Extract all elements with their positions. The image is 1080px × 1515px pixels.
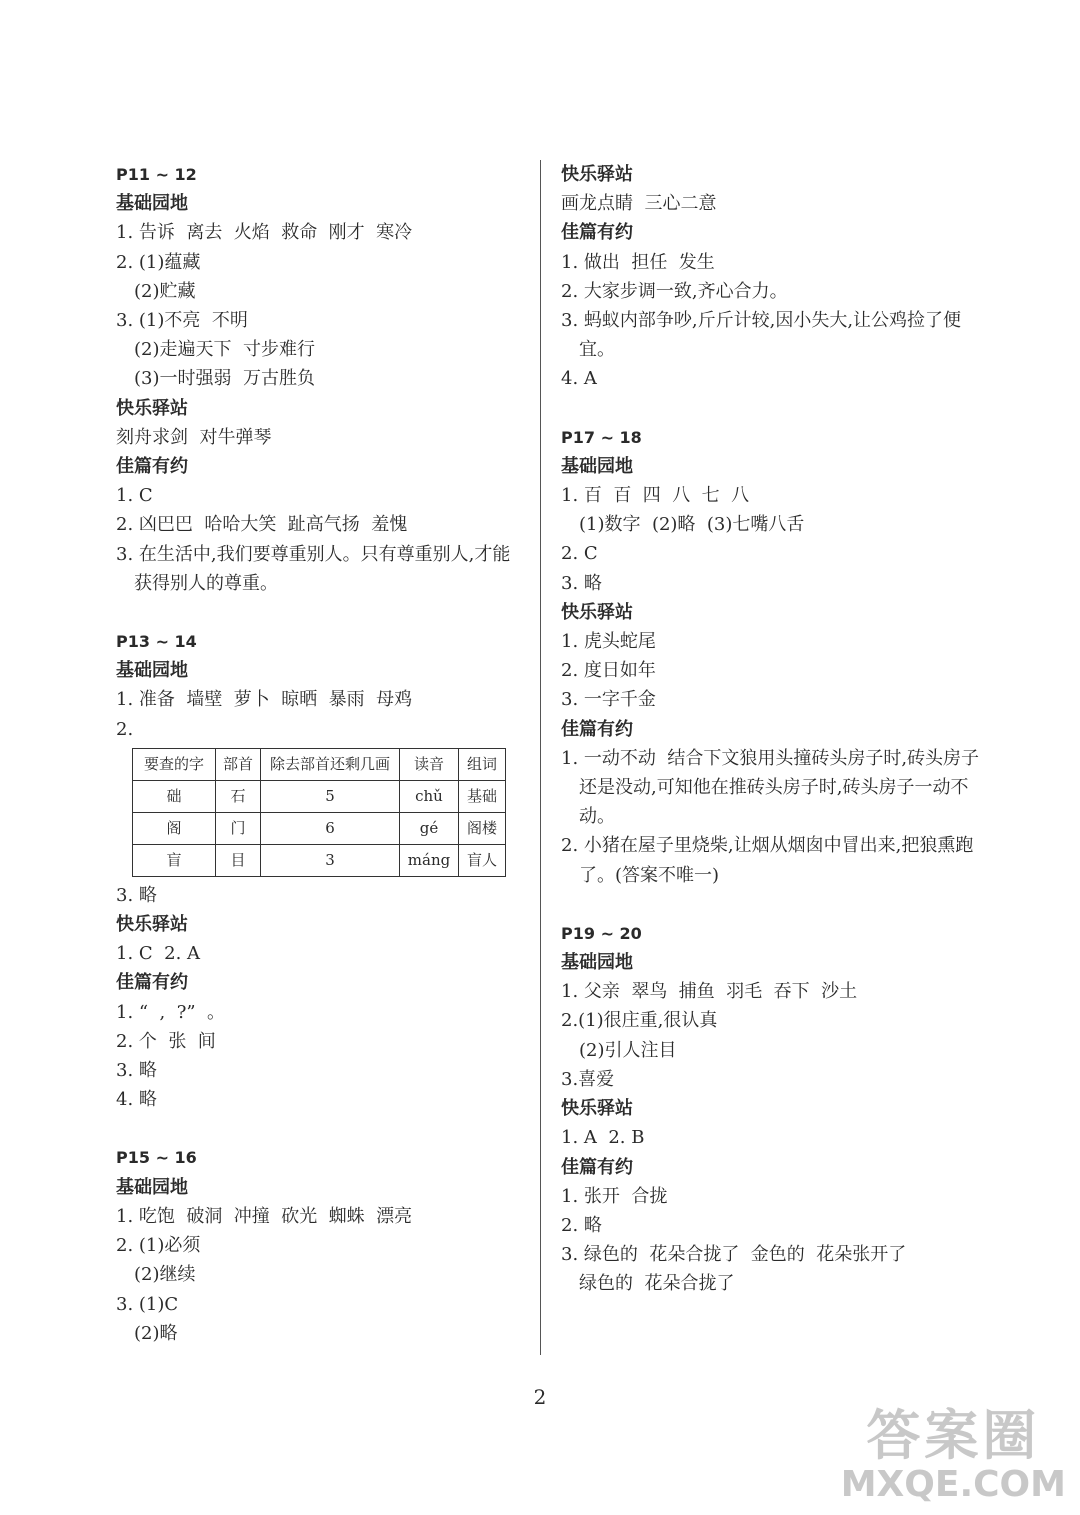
table-row: [133, 844, 506, 876]
answer-line: 1. C 2. A: [116, 943, 201, 965]
heading-reading: 佳篇有约: [116, 972, 188, 994]
answer-line: (2)引人注目: [579, 1039, 677, 1061]
answer-line: 1. 做出 担任 发生: [561, 251, 715, 273]
answer-line: 1. 百 百 四 八 七 八: [561, 485, 750, 507]
table-row: [133, 780, 506, 812]
heading-happy-station: 快乐驿站: [561, 164, 633, 185]
section-title-p17: P17 ~ 18: [561, 427, 642, 447]
section-title-p15: P15 ~ 16: [116, 1148, 197, 1168]
heading-basics: 基础园地: [116, 1176, 188, 1198]
answer-line: 1. 吃饱 破洞 冲撞 砍光 蜘蛛 漂亮: [116, 1205, 413, 1227]
heading-happy-station: 快乐驿站: [561, 601, 633, 623]
answer-line: 1. “ , ?” 。: [116, 1001, 226, 1023]
answer-line: 画龙点睛 三心二意: [561, 193, 717, 215]
answer-line: (2)略: [134, 1322, 178, 1344]
section-title-p11: P11 ~ 12: [116, 165, 197, 184]
heading-reading: 佳篇有约: [116, 456, 188, 478]
answer-line: 绿色的 花朵合拢了: [579, 1273, 735, 1295]
section-title-p19: P19 ~ 20: [561, 923, 642, 943]
watermark: [840, 1404, 1066, 1505]
heading-basics: 基础园地: [561, 952, 633, 974]
heading-reading: 佳篇有约: [561, 222, 633, 244]
answer-line: 3. 蚂蚁内部争吵,斤斤计较,因小失大,让公鸡捡了便宜。: [561, 310, 962, 361]
answer-line: 3. (1)不亮 不明: [116, 310, 248, 332]
answer-line: 3. 略: [116, 884, 157, 906]
answer-line: 2. (1)蕴藏: [116, 251, 201, 273]
watermark-url: MXQE.COM: [840, 1464, 1066, 1505]
section-title-p13: P13 ~ 14: [116, 632, 197, 652]
table-cell: 6: [261, 812, 400, 844]
table-cell: 阁: [133, 812, 216, 844]
answer-line: 1. 一动不动 结合下文狼用头撞砖头房子时,砖头房子还是没动,可知他在推砖头房子时,砖头房子一动不动。: [561, 747, 980, 828]
answer-line: (2)贮藏: [134, 280, 196, 302]
left-column: [116, 160, 526, 1348]
answer-line: (3)一时强弱 万古胜负: [134, 368, 315, 390]
right-column: [561, 160, 991, 1299]
answer-line: 1. 告诉 离去 火焰 救命 刚才 寒冷: [116, 222, 413, 244]
answer-line: 3. (1)C: [116, 1293, 179, 1315]
answer-line: 2. 大家步调一致,齐心合力。: [561, 280, 788, 302]
answer-line: 2. C: [561, 543, 598, 565]
table-cell: gé: [400, 812, 459, 844]
answer-line: 3. 略: [561, 572, 602, 594]
table-cell: 盲: [133, 844, 216, 876]
answer-line: 2. 小猪在屋子里烧柴,让烟从烟囱中冒出来,把狼熏跑了。(答案不唯一): [561, 835, 974, 886]
column-header: 要查的字: [133, 748, 216, 780]
table-cell: 阁楼: [459, 812, 506, 844]
answer-line: 3.喜爱: [561, 1068, 615, 1090]
table-cell: 门: [216, 812, 261, 844]
column-header: 部首: [216, 748, 261, 780]
column-header: 组词: [459, 748, 506, 780]
answer-line: 4. 略: [116, 1089, 157, 1111]
heading-basics: 基础园地: [116, 193, 188, 215]
column-header: 除去部首还剩几画: [261, 748, 400, 780]
answer-line: 1. 准备 墙壁 萝卜 晾晒 暴雨 母鸡: [116, 689, 413, 711]
dictionary-lookup-table: [132, 748, 506, 877]
answer-line: 3. 绿色的 花朵合拢了 金色的 花朵张开了: [561, 1244, 907, 1266]
table-cell: 目: [216, 844, 261, 876]
column-header: 读音: [400, 748, 459, 780]
answer-line: (2)继续: [134, 1264, 196, 1286]
column-divider: [540, 160, 541, 1355]
answer-line: 2.(1)很庄重,很认真: [561, 1010, 718, 1032]
table-row: [133, 812, 506, 844]
answer-line: 1. A 2. B: [561, 1127, 645, 1149]
answer-line: 3. 一字千金: [561, 689, 656, 711]
answer-line: 4. A: [561, 368, 597, 390]
answer-line: 1. 父亲 翠鸟 捕鱼 羽毛 吞下 沙土: [561, 981, 858, 1003]
table-cell: 3: [261, 844, 400, 876]
table-cell: 石: [216, 780, 261, 812]
table-cell: 基础: [459, 780, 506, 812]
heading-happy-station: 快乐驿站: [561, 1098, 633, 1120]
table-cell: 盲人: [459, 844, 506, 876]
table-cell: máng: [400, 844, 459, 876]
heading-happy-station: 快乐驿站: [116, 914, 188, 936]
heading-basics: 基础园地: [116, 660, 188, 682]
answer-line: 刻舟求剑 对牛弹琴: [116, 426, 272, 448]
page-number: 2: [533, 1385, 547, 1409]
answer-line: 3. 略: [116, 1060, 157, 1082]
answer-line: 2.: [116, 718, 134, 740]
answer-line: 3. 在生活中,我们要尊重别人。只有尊重别人,才能获得别人的尊重。: [116, 543, 511, 594]
answer-line: 1. C: [116, 485, 153, 507]
table-cell: 5: [261, 780, 400, 812]
table-header-row: [133, 748, 506, 780]
answer-line: (2)走遍天下 寸步难行: [134, 339, 315, 361]
answer-line: 1. 虎头蛇尾: [561, 631, 656, 653]
heading-basics: 基础园地: [561, 455, 633, 477]
watermark-logo-text: 答案圈: [866, 1404, 1041, 1467]
answer-line: 2. 度日如年: [561, 660, 656, 682]
table-cell: chǔ: [400, 780, 459, 812]
answer-line: 2. 略: [561, 1214, 602, 1236]
answer-line: 2. (1)必须: [116, 1235, 201, 1257]
answer-line: (1)数字 (2)略 (3)七嘴八舌: [579, 514, 805, 536]
answer-line: 2. 凶巴巴 哈哈大笑 趾高气扬 羞愧: [116, 514, 408, 536]
heading-happy-station: 快乐驿站: [116, 397, 188, 419]
table-cell: 础: [133, 780, 216, 812]
answer-line: 1. 张开 合拢: [561, 1185, 668, 1207]
heading-reading: 佳篇有约: [561, 1156, 633, 1178]
heading-reading: 佳篇有约: [561, 718, 633, 740]
answer-line: 2. 个 张 间: [116, 1030, 216, 1052]
